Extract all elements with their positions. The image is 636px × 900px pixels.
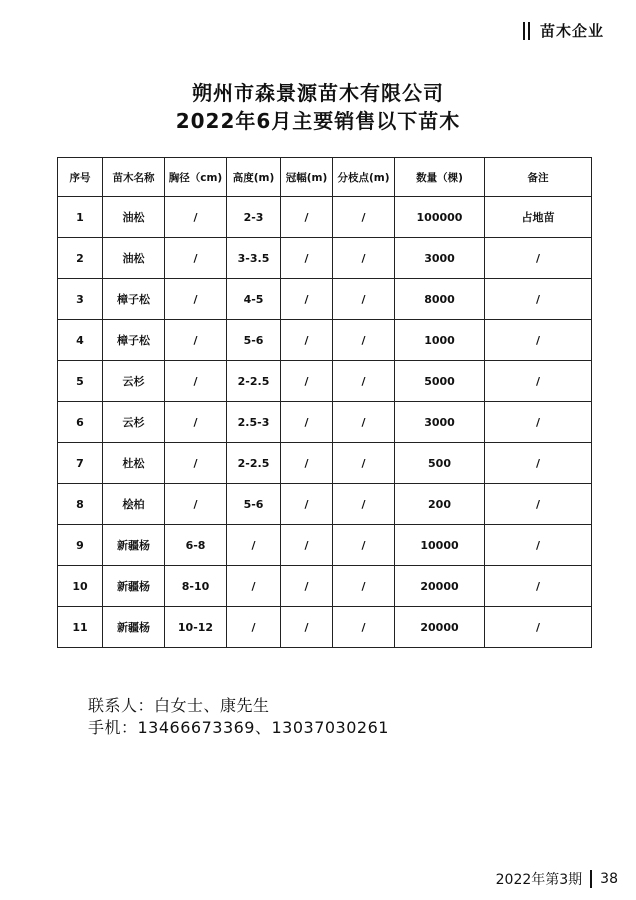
table-row <box>58 443 592 484</box>
table-cell: 7 <box>58 443 103 484</box>
table-cell: / <box>281 279 333 320</box>
table-row <box>58 525 592 566</box>
table-cell: / <box>281 320 333 361</box>
contact-phone: 手机：13466673369、13037030261 <box>88 718 389 737</box>
table-cell: / <box>281 443 333 484</box>
col-header-index: 序号 <box>58 158 103 197</box>
table-cell: / <box>281 525 333 566</box>
table-cell: 9 <box>58 525 103 566</box>
col-header-dbh: 胸径（cm) <box>165 158 227 197</box>
table-row <box>58 607 592 648</box>
table-row <box>58 484 592 525</box>
table-cell: 2-2.5 <box>227 443 281 484</box>
title-block <box>0 80 636 134</box>
table-cell: / <box>281 361 333 402</box>
contact-person: 联系人：白女士、康先生 <box>88 696 270 715</box>
table-cell: / <box>485 361 592 402</box>
table-cell: 桧柏 <box>103 484 165 525</box>
table-cell: 杜松 <box>103 443 165 484</box>
table-cell: 200 <box>395 484 485 525</box>
col-header-crown: 冠幅(m) <box>281 158 333 197</box>
table-cell: 8000 <box>395 279 485 320</box>
table-row <box>58 566 592 607</box>
table-cell: / <box>165 443 227 484</box>
table-cell: / <box>333 525 395 566</box>
table-cell: / <box>227 607 281 648</box>
section-label: 苗木企业 <box>539 22 604 40</box>
col-header-height: 高度(m) <box>227 158 281 197</box>
table-cell: / <box>165 279 227 320</box>
table-cell: / <box>281 566 333 607</box>
table-cell: 10-12 <box>165 607 227 648</box>
table-cell: / <box>333 402 395 443</box>
table-cell: / <box>281 607 333 648</box>
table-cell: / <box>165 402 227 443</box>
table-cell: / <box>485 566 592 607</box>
table-row <box>58 238 592 279</box>
table-cell: 云杉 <box>103 402 165 443</box>
table-cell: / <box>485 279 592 320</box>
table-cell: 新疆杨 <box>103 525 165 566</box>
table-cell: 5 <box>58 361 103 402</box>
table-cell: 新疆杨 <box>103 607 165 648</box>
table-cell: / <box>165 197 227 238</box>
table-cell: / <box>227 566 281 607</box>
table-cell: 500 <box>395 443 485 484</box>
col-header-quantity: 数量（棵) <box>395 158 485 197</box>
table-header-row <box>58 158 592 197</box>
table-cell: / <box>333 279 395 320</box>
contact-block <box>88 695 389 739</box>
table-cell: 10000 <box>395 525 485 566</box>
table-cell: 5-6 <box>227 320 281 361</box>
table-cell: 2 <box>58 238 103 279</box>
table-cell: 占地苗 <box>485 197 592 238</box>
table-cell: / <box>333 566 395 607</box>
table-row <box>58 402 592 443</box>
table-cell: 4-5 <box>227 279 281 320</box>
table-body <box>58 197 592 648</box>
table-cell: / <box>227 525 281 566</box>
table-cell: / <box>165 484 227 525</box>
table-cell: / <box>165 361 227 402</box>
table-cell: 3 <box>58 279 103 320</box>
table-cell: / <box>485 607 592 648</box>
table-cell: 油松 <box>103 197 165 238</box>
table-cell: 8 <box>58 484 103 525</box>
sales-subtitle: 2022年6月主要销售以下苗木 <box>175 109 461 133</box>
table-cell: 8-10 <box>165 566 227 607</box>
table-cell: 油松 <box>103 238 165 279</box>
table-cell: 2.5-3 <box>227 402 281 443</box>
table-cell: 10 <box>58 566 103 607</box>
table-cell: / <box>485 238 592 279</box>
page-footer <box>496 869 618 889</box>
double-bar-icon <box>523 22 530 40</box>
table-cell: 1000 <box>395 320 485 361</box>
table-row <box>58 279 592 320</box>
table-cell: 6 <box>58 402 103 443</box>
table-cell: / <box>165 238 227 279</box>
table-cell: 2-3 <box>227 197 281 238</box>
section-tag <box>523 20 604 41</box>
table-cell: / <box>281 484 333 525</box>
table-cell: 樟子松 <box>103 320 165 361</box>
table-row <box>58 320 592 361</box>
table-cell: 11 <box>58 607 103 648</box>
seedling-table <box>57 157 592 648</box>
table-cell: 5000 <box>395 361 485 402</box>
table-cell: / <box>333 238 395 279</box>
table-cell: / <box>485 320 592 361</box>
col-header-branch: 分枝点(m) <box>333 158 395 197</box>
table-cell: 新疆杨 <box>103 566 165 607</box>
table-cell: / <box>333 197 395 238</box>
table-cell: 20000 <box>395 607 485 648</box>
page-number: 38 <box>600 871 618 887</box>
table-cell: / <box>165 320 227 361</box>
table-cell: / <box>333 320 395 361</box>
table-cell: / <box>281 197 333 238</box>
table-cell: 2-2.5 <box>227 361 281 402</box>
issue-label: 2022年第3期 <box>495 872 583 888</box>
table-cell: / <box>485 402 592 443</box>
table-cell: / <box>281 238 333 279</box>
table-cell: / <box>485 525 592 566</box>
table-cell: / <box>333 361 395 402</box>
table-cell: 1 <box>58 197 103 238</box>
table-cell: 5-6 <box>227 484 281 525</box>
table-cell: 3000 <box>395 402 485 443</box>
table-cell: 100000 <box>395 197 485 238</box>
table-cell: / <box>333 607 395 648</box>
table-cell: 樟子松 <box>103 279 165 320</box>
footer-divider <box>590 870 592 888</box>
table-cell: / <box>485 484 592 525</box>
table-cell: 4 <box>58 320 103 361</box>
table-cell: / <box>485 443 592 484</box>
col-header-name: 苗木名称 <box>103 158 165 197</box>
table-cell: / <box>281 402 333 443</box>
table-cell: / <box>333 443 395 484</box>
company-title: 朔州市森景源苗木有限公司 <box>192 81 444 105</box>
table-cell: / <box>333 484 395 525</box>
col-header-remarks: 备注 <box>485 158 592 197</box>
table-cell: 3000 <box>395 238 485 279</box>
table-row <box>58 197 592 238</box>
table-cell: 云杉 <box>103 361 165 402</box>
table-row <box>58 361 592 402</box>
table-cell: 3-3.5 <box>227 238 281 279</box>
table-cell: 20000 <box>395 566 485 607</box>
table-cell: 6-8 <box>165 525 227 566</box>
